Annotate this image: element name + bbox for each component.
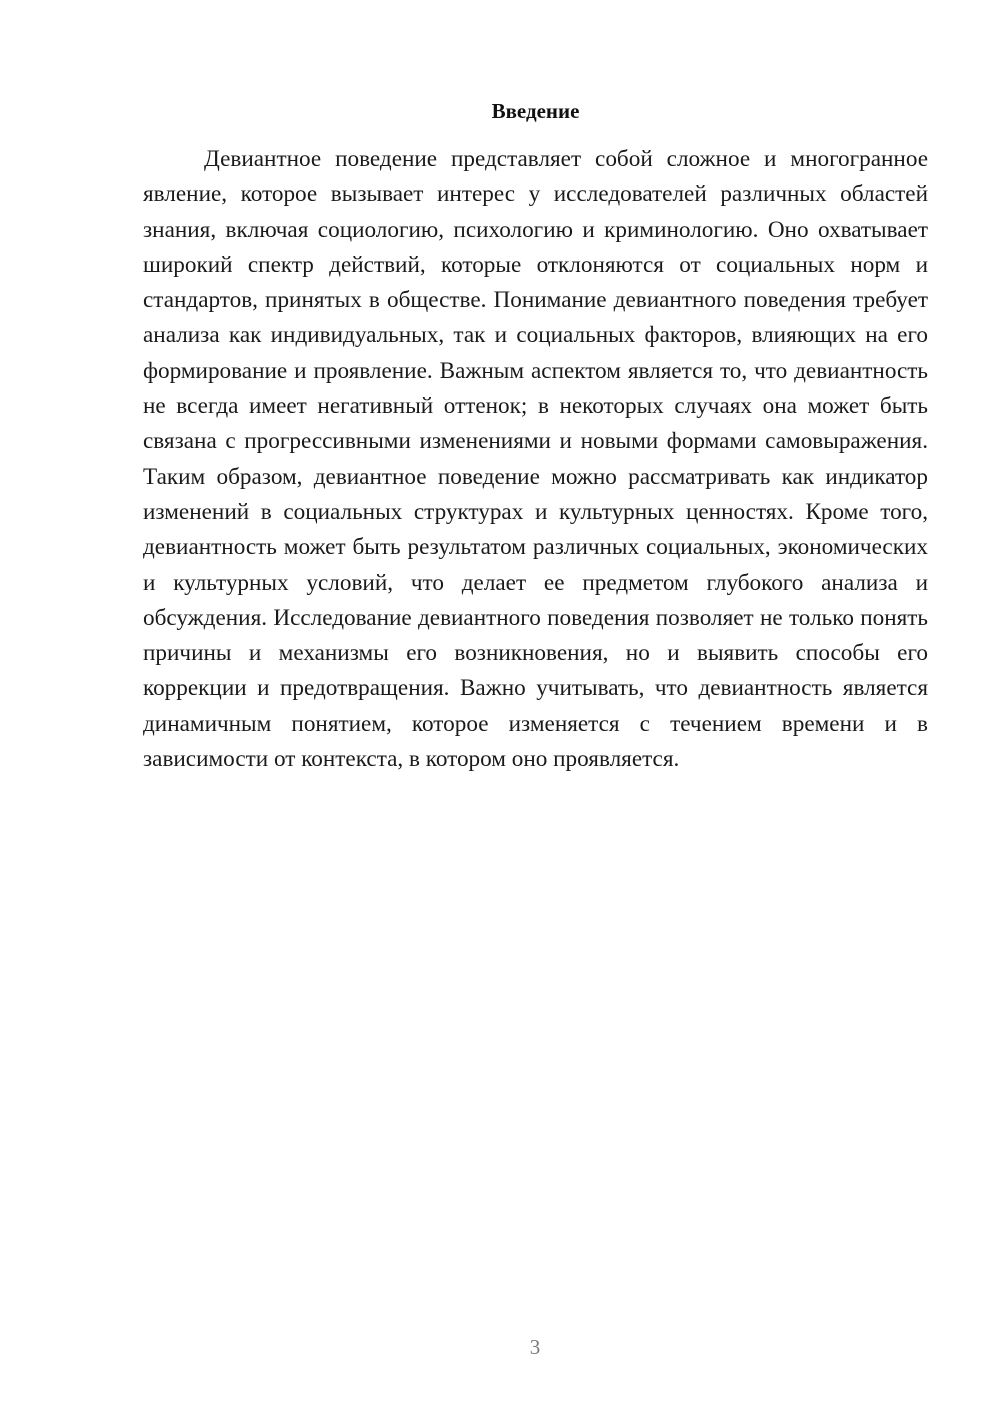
body-paragraph: Девиантное поведение представляет собой сложное и многогранное явление, которое вызывает интерес у исследователей различных областей знания, включая социологию, психологию и криминологию. Оно охватывает широкий спектр действий, которые отклоняются от социальных норм и стандартов, принятых в обществе. Понимание девиантного поведения требует анализа как индивидуальных, так и социальных факторов, влияющих на его формирование и проявление. Важным аспектом является то, что девиантность не всегда имеет негативный оттенок; в некоторых случаях она может быть связана с прогрессивными изменениями и новыми формами самовыражения. Таким образом, девиантное поведение можно рассматривать как индикатор изменений в социальных структурах и культурных ценностях. Кроме того, девиантность может быть результатом различных социальных, экономических и культурных условий, что делает ее предметом глубокого анализа и обсуждения. Исследование девиантного поведения позволяет не только понять причины и механизмы его возникновения, но и выявить способы его коррекции и предотвращения. Важно учитывать, что девиантность является динамичным понятием, которое изменяется с течением времени и в зависимости от контекста, в котором оно проявляется. bbox=[143, 146, 928, 773]
page-number: 3 bbox=[529, 1335, 541, 1359]
section-heading: Введение bbox=[491, 99, 580, 123]
